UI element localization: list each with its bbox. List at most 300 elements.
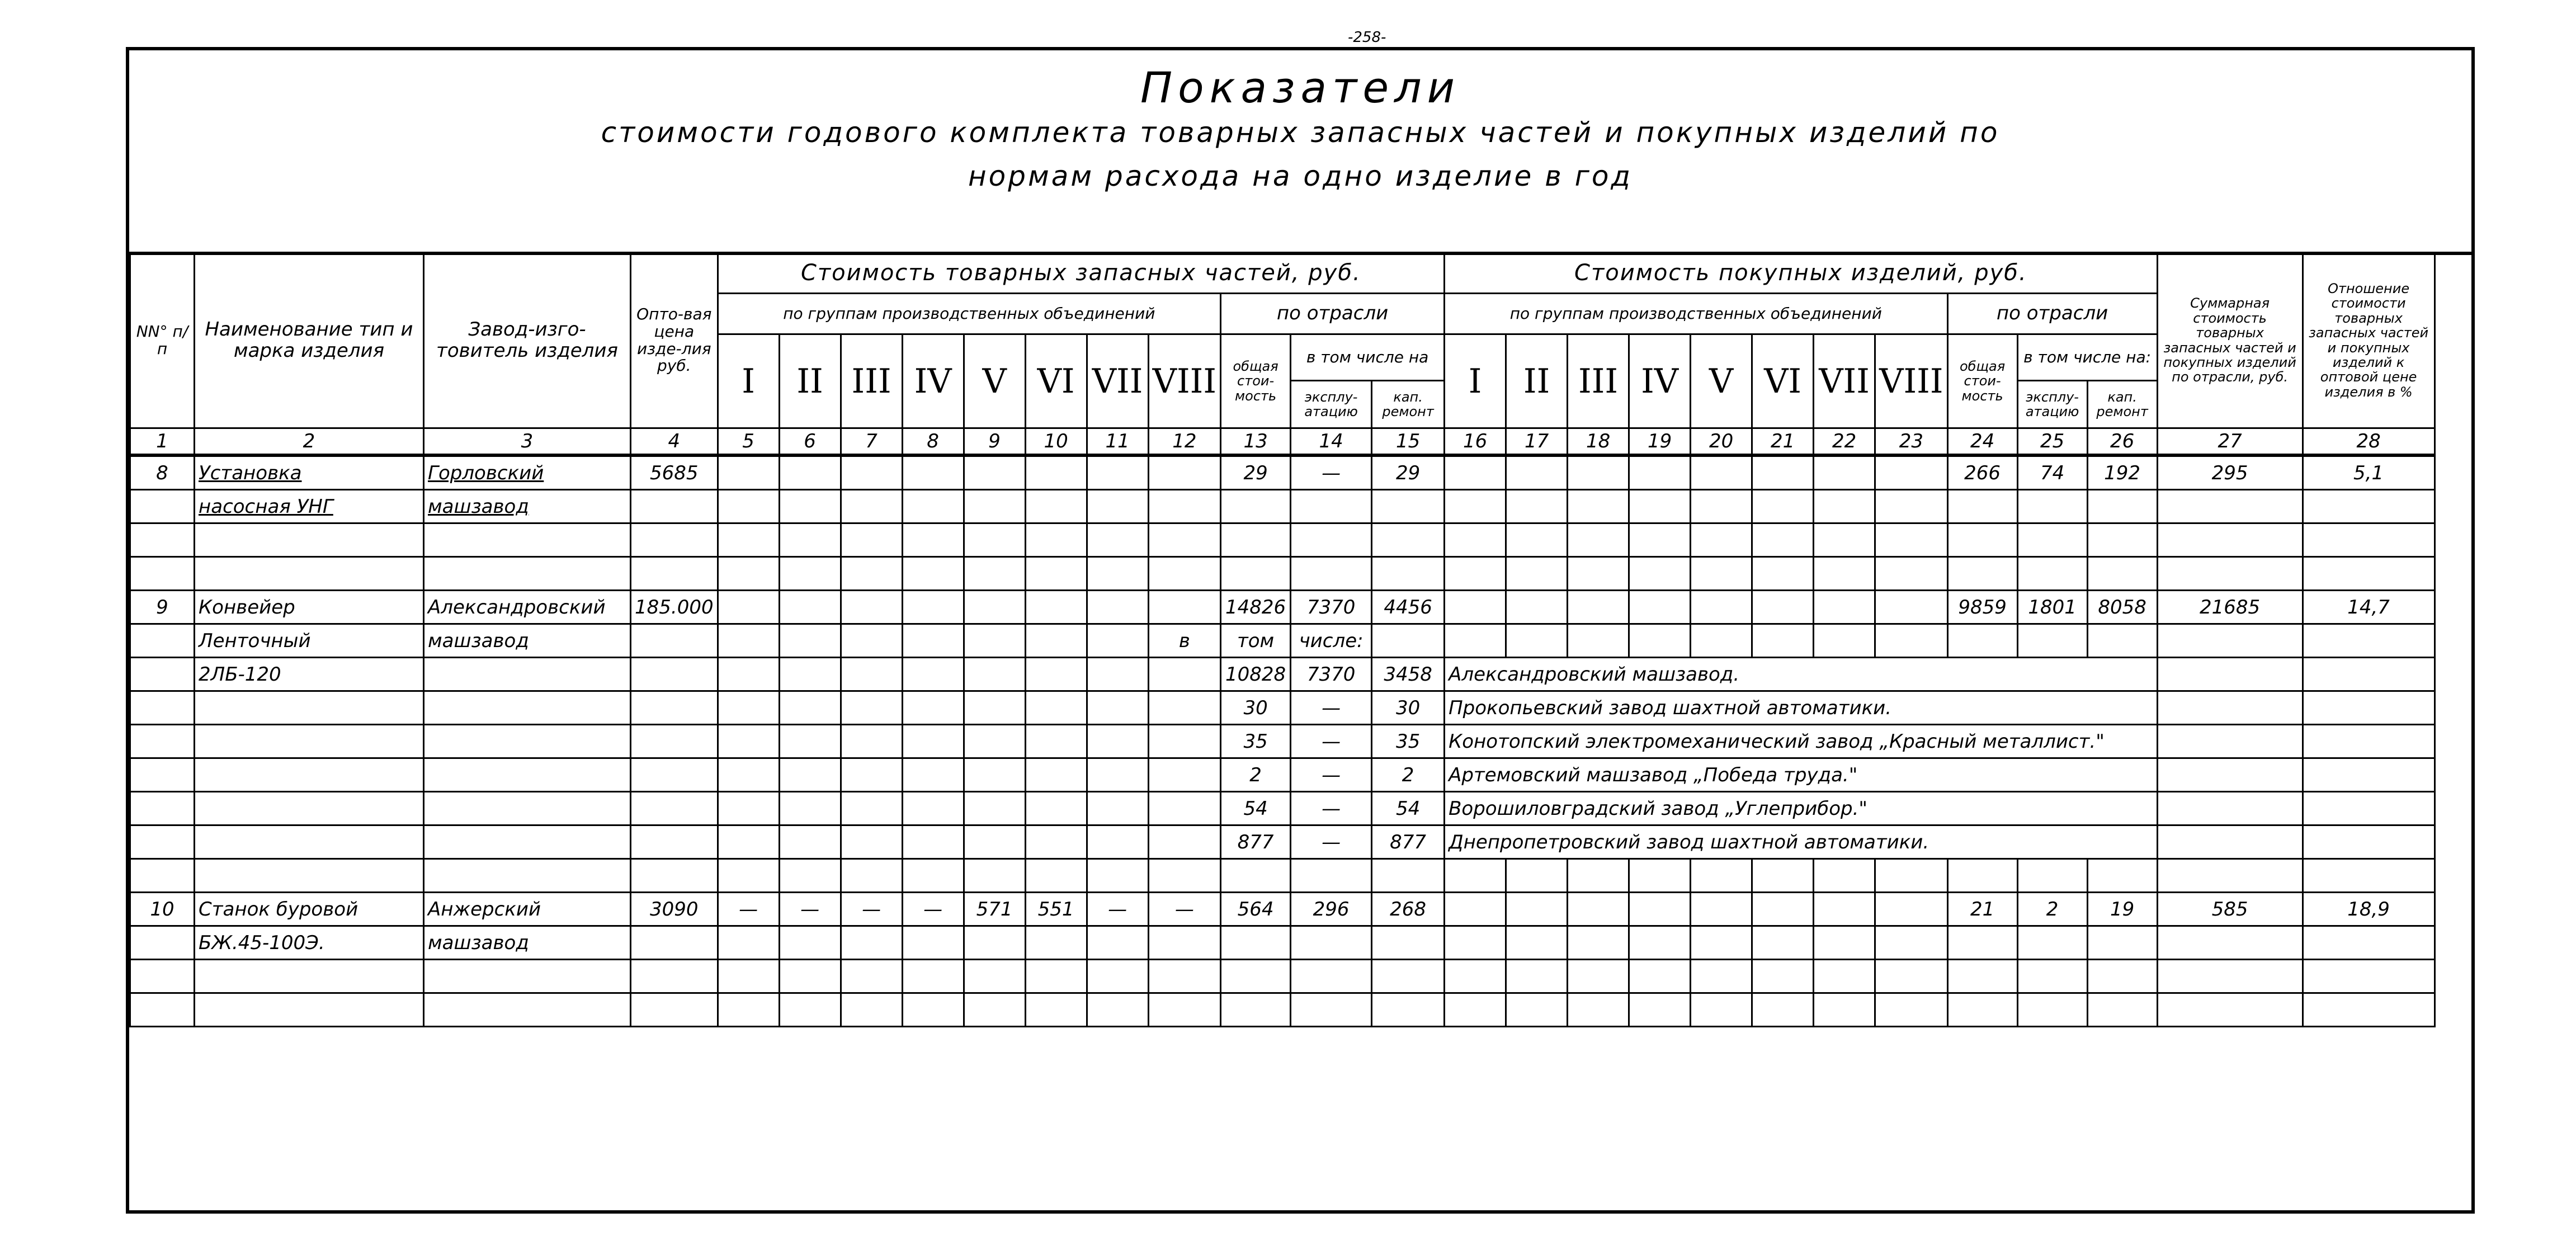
table-cell: [841, 691, 902, 725]
table-cell: [964, 557, 1025, 591]
table-cell: [631, 691, 718, 725]
table-cell: [1691, 490, 1752, 523]
table-cell: Александровский: [424, 591, 631, 624]
table-cell: [1087, 758, 1148, 792]
column-number: 3: [424, 428, 631, 456]
roman-8: VIII: [1148, 334, 1220, 428]
plant-note: Прокопьевский завод шахтной автоматики.: [1445, 691, 2158, 725]
table-cell: [902, 455, 964, 490]
table-cell: 10828: [1221, 658, 1291, 691]
table-cell: [1506, 455, 1568, 490]
table-cell: [631, 792, 718, 825]
table-cell: [1814, 926, 1875, 960]
table-cell: [631, 523, 718, 557]
header-purchased-operation: эксплу-атацию: [2017, 381, 2087, 428]
column-number: 11: [1087, 428, 1148, 456]
table-cell: —: [1291, 792, 1372, 825]
table-cell: [1221, 960, 1291, 993]
roman-7: VII: [1087, 334, 1148, 428]
table-cell: [424, 792, 631, 825]
table-cell: [779, 825, 841, 859]
table-cell: [1506, 523, 1568, 557]
table-cell: 7370: [1291, 658, 1372, 691]
table-cell: [1372, 490, 1445, 523]
plant-note: Ворошиловградский завод „Углеприбор.": [1445, 792, 2158, 825]
table-cell: [1568, 455, 1629, 490]
table-cell: 54: [1372, 792, 1445, 825]
table-cell: [2303, 993, 2435, 1027]
table-cell: [964, 591, 1025, 624]
roman-2: II: [779, 334, 841, 428]
plant-note: Артемовский машзавод „Победа труда.": [1445, 758, 2158, 792]
table-row: [130, 591, 2435, 624]
document-subtitle-line1: стоимости годового комплекта товарных запасных частей и покупных изделий по: [601, 116, 2000, 149]
table-cell: [1629, 557, 1691, 591]
header-purchased-incl: в том числе на:: [2017, 334, 2157, 381]
table-cell: [2303, 960, 2435, 993]
table-cell: [779, 758, 841, 792]
table-cell: [1445, 926, 1506, 960]
column-number: 4: [631, 428, 718, 456]
column-number: 15: [1372, 428, 1445, 456]
table-cell: [779, 455, 841, 490]
table-cell: [2303, 658, 2435, 691]
table-cell: [631, 859, 718, 893]
table-row: [130, 658, 2435, 691]
table-cell: [631, 624, 718, 658]
table-cell: [964, 691, 1025, 725]
table-cell: [1752, 557, 1814, 591]
table-cell: [631, 725, 718, 758]
table-cell: [1875, 591, 1948, 624]
table-cell: [1629, 960, 1691, 993]
table-cell: Конвейер: [195, 591, 424, 624]
table-cell: [1568, 490, 1629, 523]
table-cell: [1148, 825, 1220, 859]
table-cell: [1025, 523, 1087, 557]
table-cell: [1568, 624, 1629, 658]
table-cell: [631, 825, 718, 859]
header-name: Наименование тип и марка изделия: [195, 253, 424, 428]
table-cell: [1087, 591, 1148, 624]
table-cell: [2303, 792, 2435, 825]
table-cell: [1947, 490, 2017, 523]
table-cell: [1087, 455, 1148, 490]
table-cell: [631, 658, 718, 691]
column-number: 16: [1445, 428, 1506, 456]
table-cell: 54: [1221, 792, 1291, 825]
table-cell: 29: [1221, 455, 1291, 490]
table-cell: [1087, 725, 1148, 758]
table-cell: [1752, 490, 1814, 523]
table-cell: [195, 859, 424, 893]
table-cell: [779, 658, 841, 691]
table-row: [130, 523, 2435, 557]
table-cell: [2303, 624, 2435, 658]
table-cell: [718, 557, 779, 591]
column-number: 14: [1291, 428, 1372, 456]
column-number: 21: [1752, 428, 1814, 456]
table-cell: [1752, 859, 1814, 893]
table-cell: [718, 691, 779, 725]
table-cell: 571: [964, 893, 1025, 926]
table-cell: [841, 825, 902, 859]
table-cell: [1148, 859, 1220, 893]
table-cell: [2017, 926, 2087, 960]
table-cell: [1947, 557, 2017, 591]
table-cell: 8: [130, 455, 195, 490]
header-spare-incl: в том числе на: [1291, 334, 1445, 381]
table-cell: [1629, 859, 1691, 893]
table-cell: 192: [2087, 455, 2157, 490]
table-cell: [1087, 557, 1148, 591]
table-cell: [1087, 624, 1148, 658]
table-cell: [964, 859, 1025, 893]
table-cell: [1629, 455, 1691, 490]
table-cell: [718, 993, 779, 1027]
table-cell: 35: [1372, 725, 1445, 758]
table-cell: [424, 725, 631, 758]
table-cell: [130, 523, 195, 557]
table-cell: [1752, 523, 1814, 557]
table-cell: [1148, 960, 1220, 993]
table-cell: [1814, 591, 1875, 624]
header-purchased-cost: Стоимость покупных изделий, руб.: [1445, 253, 2158, 294]
table-cell: [1291, 859, 1372, 893]
table-cell: [718, 792, 779, 825]
table-cell: [1752, 893, 1814, 926]
table-cell: машзавод: [424, 926, 631, 960]
table-cell: [1875, 523, 1948, 557]
column-number: 27: [2157, 428, 2303, 456]
table-cell: [631, 758, 718, 792]
table-cell: [1291, 993, 1372, 1027]
table-row: [130, 490, 2435, 523]
table-cell: [1445, 455, 1506, 490]
table-cell: [1691, 993, 1752, 1027]
table-cell: —: [1148, 893, 1220, 926]
table-cell: [130, 993, 195, 1027]
table-cell: [631, 926, 718, 960]
table-cell: [2087, 523, 2157, 557]
header-spare-operation: эксплу-атацию: [1291, 381, 1372, 428]
table-cell: БЖ.45-100Э.: [195, 926, 424, 960]
table-cell: машзавод: [424, 490, 631, 523]
table-cell: [1691, 960, 1752, 993]
table-cell: 877: [1221, 825, 1291, 859]
table-cell: [779, 993, 841, 1027]
table-cell: [1221, 523, 1291, 557]
table-cell: [841, 557, 902, 591]
table-cell: 7370: [1291, 591, 1372, 624]
roman-6: VI: [1025, 334, 1087, 428]
title-block: [129, 50, 2471, 255]
table-cell: [964, 926, 1025, 960]
table-cell: [2157, 960, 2303, 993]
roman-4b: IV: [1629, 334, 1691, 428]
table-cell: [964, 455, 1025, 490]
table-cell: [1568, 960, 1629, 993]
table-cell: [1372, 926, 1445, 960]
table-cell: [2087, 557, 2157, 591]
table-cell: [841, 455, 902, 490]
table-cell: [1372, 859, 1445, 893]
table-cell: [1629, 926, 1691, 960]
table-cell: —: [1291, 758, 1372, 792]
table-cell: [1691, 557, 1752, 591]
table-cell: [902, 490, 964, 523]
table-cell: [1947, 993, 2017, 1027]
table-cell: [1025, 792, 1087, 825]
column-number: 25: [2017, 428, 2087, 456]
table-cell: [841, 658, 902, 691]
column-number: 28: [2303, 428, 2435, 456]
table-cell: [2157, 993, 2303, 1027]
table-cell: 185.000: [631, 591, 718, 624]
table-cell: [718, 859, 779, 893]
table-cell: [902, 758, 964, 792]
table-cell: [964, 960, 1025, 993]
table-cell: [902, 557, 964, 591]
table-cell: [1568, 591, 1629, 624]
table-cell: 551: [1025, 893, 1087, 926]
table-cell: Установка: [195, 455, 424, 490]
table-cell: [2087, 993, 2157, 1027]
table-cell: [130, 624, 195, 658]
table-cell: 8058: [2087, 591, 2157, 624]
table-cell: [1148, 691, 1220, 725]
table-cell: [130, 557, 195, 591]
table-cell: [1445, 557, 1506, 591]
table-cell: [1875, 624, 1948, 658]
table-cell: 21: [1947, 893, 2017, 926]
table-cell: [2157, 624, 2303, 658]
table-cell: [964, 993, 1025, 1027]
header-spare-total-cost: общая стои-мость: [1221, 334, 1291, 428]
table-cell: том: [1221, 624, 1291, 658]
table-cell: [1372, 523, 1445, 557]
table-cell: [1087, 792, 1148, 825]
table-cell: [779, 792, 841, 825]
table-cell: [2303, 557, 2435, 591]
table-cell: [1568, 523, 1629, 557]
table-cell: [424, 859, 631, 893]
table-cell: [902, 792, 964, 825]
table-cell: числе:: [1291, 624, 1372, 658]
table-cell: 10: [130, 893, 195, 926]
table-cell: насосная УНГ: [195, 490, 424, 523]
column-number: 23: [1875, 428, 1948, 456]
table-cell: —: [1291, 725, 1372, 758]
table-row: [130, 993, 2435, 1027]
roman-6b: VI: [1752, 334, 1814, 428]
table-cell: 268: [1372, 893, 1445, 926]
table-cell: [902, 859, 964, 893]
table-cell: [1372, 993, 1445, 1027]
table-cell: [1629, 893, 1691, 926]
header-spare-parts-cost: Стоимость товарных запасных частей, руб.: [718, 253, 1444, 294]
column-number: 6: [779, 428, 841, 456]
table-cell: [1875, 490, 1948, 523]
table-cell: [1025, 557, 1087, 591]
column-number: 9: [964, 428, 1025, 456]
table-cell: [779, 624, 841, 658]
table-cell: [1814, 557, 1875, 591]
table-cell: [1506, 893, 1568, 926]
table-cell: [1087, 691, 1148, 725]
table-cell: 14826: [1221, 591, 1291, 624]
table-cell: [130, 792, 195, 825]
table-cell: [1568, 557, 1629, 591]
table-cell: 585: [2157, 893, 2303, 926]
table-cell: [1875, 993, 1948, 1027]
table-cell: [1752, 926, 1814, 960]
table-cell: [841, 490, 902, 523]
table-cell: [841, 591, 902, 624]
table-cell: [1691, 893, 1752, 926]
table-cell: —: [718, 893, 779, 926]
table-cell: [902, 624, 964, 658]
table-cell: [2303, 859, 2435, 893]
table-cell: [1506, 960, 1568, 993]
table-cell: [1629, 624, 1691, 658]
table-cell: [964, 523, 1025, 557]
header-spare-by-industry: по отрасли: [1221, 294, 1445, 334]
table-cell: [1947, 926, 2017, 960]
table-cell: [2157, 658, 2303, 691]
table-cell: [1752, 993, 1814, 1027]
table-cell: [2157, 691, 2303, 725]
roman-4: IV: [902, 334, 964, 428]
header-nn: NN° п/п: [130, 253, 195, 428]
column-number: 7: [841, 428, 902, 456]
table-cell: [2017, 624, 2087, 658]
table-cell: [2087, 859, 2157, 893]
column-number: 1: [130, 428, 195, 456]
column-number: 18: [1568, 428, 1629, 456]
table-cell: [1148, 658, 1220, 691]
table-cell: [2087, 490, 2157, 523]
table-cell: [1506, 490, 1568, 523]
table-cell: [1814, 624, 1875, 658]
table-row: [130, 859, 2435, 893]
table-cell: [964, 825, 1025, 859]
column-number: 10: [1025, 428, 1087, 456]
table-row: [130, 624, 2435, 658]
table-cell: [2087, 926, 2157, 960]
table-cell: 564: [1221, 893, 1291, 926]
table-cell: [841, 523, 902, 557]
table-cell: 295: [2157, 455, 2303, 490]
table-cell: [779, 691, 841, 725]
table-cell: [195, 758, 424, 792]
table-cell: [130, 825, 195, 859]
table-cell: [779, 960, 841, 993]
table-cell: [1148, 758, 1220, 792]
table-cell: [2157, 859, 2303, 893]
table-cell: [1148, 926, 1220, 960]
table-cell: [2017, 523, 2087, 557]
table-cell: [1875, 926, 1948, 960]
column-number: 5: [718, 428, 779, 456]
roman-7b: VII: [1814, 334, 1875, 428]
table-cell: [718, 455, 779, 490]
table-cell: [1372, 960, 1445, 993]
table-row: [130, 792, 2435, 825]
table-cell: [1025, 960, 1087, 993]
table-cell: [1814, 893, 1875, 926]
header-spare-repair: кап. ремонт: [1372, 381, 1445, 428]
table-cell: [130, 691, 195, 725]
table-cell: 19: [2087, 893, 2157, 926]
table-cell: [1087, 825, 1148, 859]
column-number: 13: [1221, 428, 1291, 456]
table-cell: 4456: [1372, 591, 1445, 624]
table-cell: [1087, 859, 1148, 893]
table-cell: [1291, 523, 1372, 557]
roman-5b: V: [1691, 334, 1752, 428]
table-cell: [2157, 792, 2303, 825]
indicators-table: [129, 252, 2436, 1027]
table-cell: [2157, 557, 2303, 591]
table-cell: [1025, 725, 1087, 758]
table-cell: —: [1291, 455, 1372, 490]
roman-3: III: [841, 334, 902, 428]
header-purchased-total-cost: общая стои-мость: [1947, 334, 2017, 428]
table-cell: 9: [130, 591, 195, 624]
table-cell: [1087, 960, 1148, 993]
table-cell: [1025, 455, 1087, 490]
table-cell: —: [1087, 893, 1148, 926]
table-cell: [2303, 490, 2435, 523]
plant-note: Александровский машзавод.: [1445, 658, 2158, 691]
table-cell: [1025, 658, 1087, 691]
table-cell: [195, 557, 424, 591]
table-cell: [1568, 859, 1629, 893]
header-purchased-by-groups: по группам производственных объединений: [1445, 294, 1948, 334]
table-cell: [964, 792, 1025, 825]
table-cell: [1691, 859, 1752, 893]
table-cell: [1691, 926, 1752, 960]
table-cell: [779, 591, 841, 624]
table-cell: [902, 993, 964, 1027]
roman-5: V: [964, 334, 1025, 428]
table-cell: [1875, 455, 1948, 490]
table-cell: [2303, 825, 2435, 859]
header-ratio: Отношение стоимости товарных запасных частей и покупных изделий к оптовой цене изделия в %: [2303, 253, 2435, 428]
table-cell: [1445, 993, 1506, 1027]
table-cell: 266: [1947, 455, 2017, 490]
table-cell: [718, 624, 779, 658]
table-cell: —: [779, 893, 841, 926]
table-row: [130, 960, 2435, 993]
table-cell: [1752, 960, 1814, 993]
table-cell: [130, 859, 195, 893]
table-cell: [1752, 624, 1814, 658]
table-cell: [718, 825, 779, 859]
roman-1b: I: [1445, 334, 1506, 428]
table-cell: [1947, 624, 2017, 658]
table-cell: 2: [1221, 758, 1291, 792]
table-cell: [1691, 624, 1752, 658]
table-cell: [1814, 490, 1875, 523]
table-cell: Станок буровой: [195, 893, 424, 926]
header-spare-by-groups: по группам производственных объединений: [718, 294, 1220, 334]
table-cell: [424, 658, 631, 691]
table-cell: [1025, 591, 1087, 624]
table-cell: [2157, 825, 2303, 859]
table-cell: [1506, 557, 1568, 591]
